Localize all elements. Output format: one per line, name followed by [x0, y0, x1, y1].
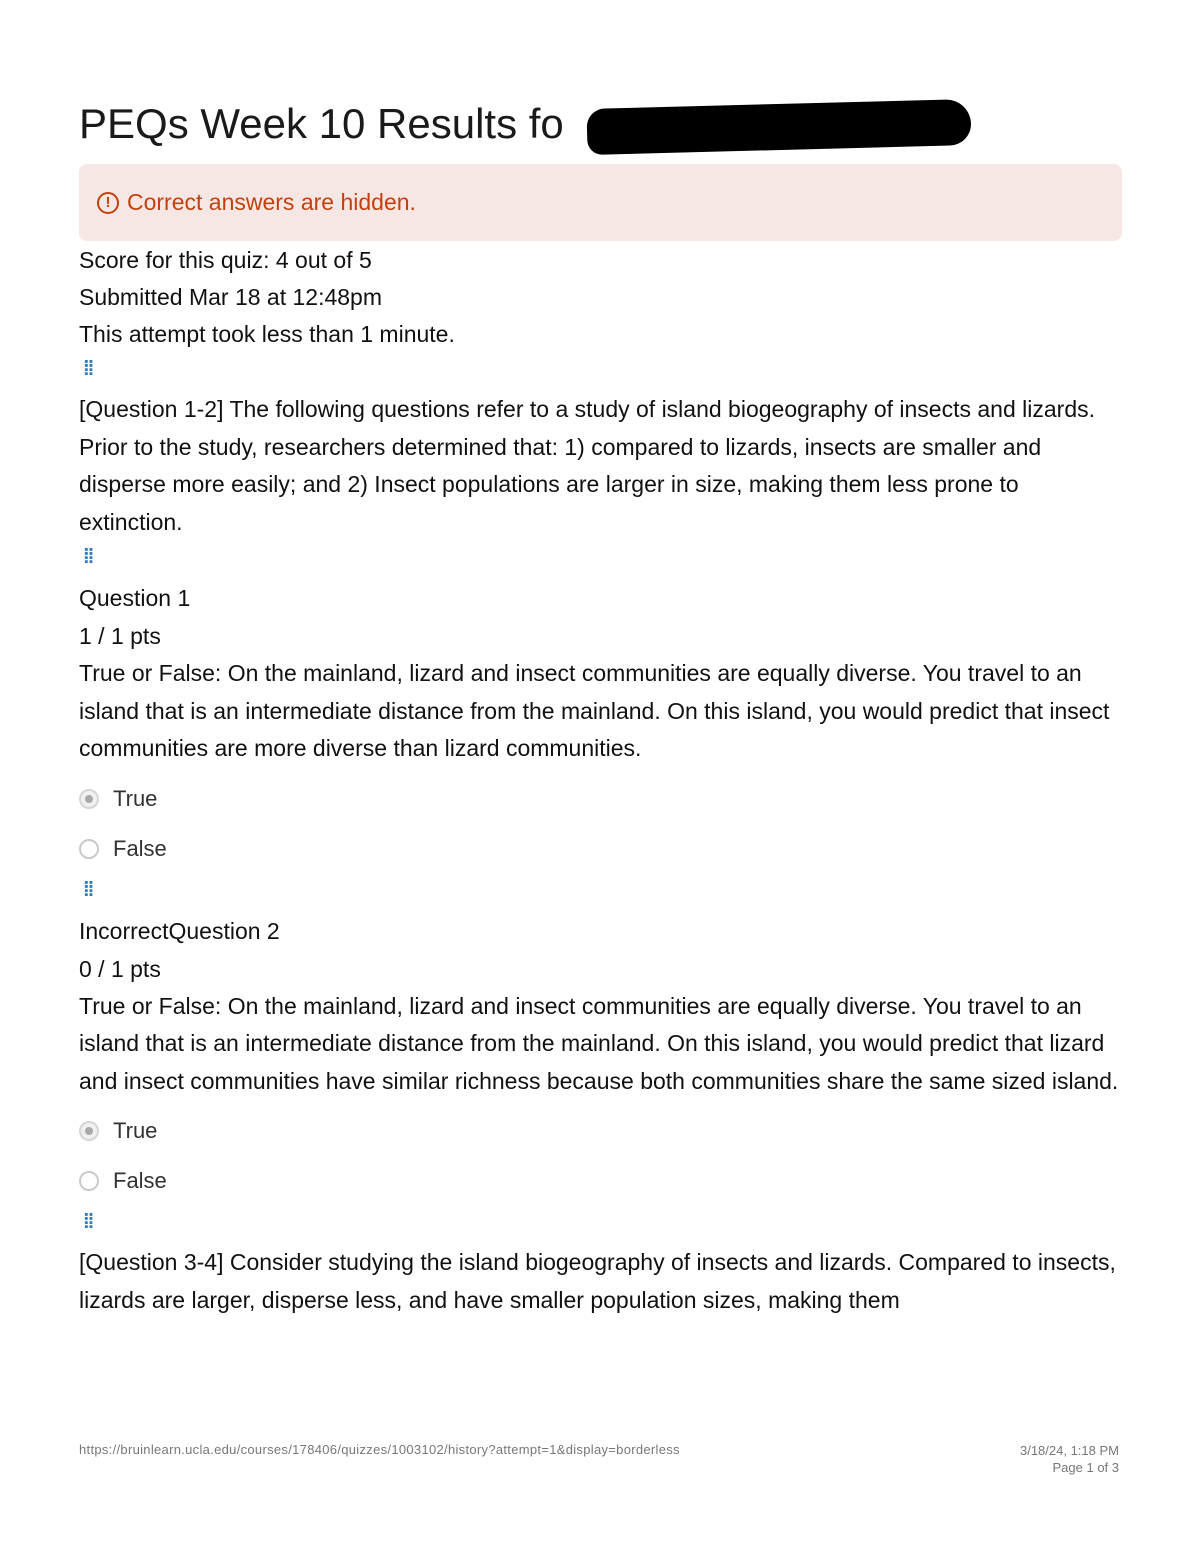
question-1 — [79, 579, 1124, 874]
answer-option-false[interactable] — [79, 1156, 1124, 1206]
question-2 — [79, 912, 1124, 1207]
quiz-content — [79, 242, 1124, 1319]
radio-empty-icon[interactable] — [79, 1171, 99, 1191]
question-group-intro: [Question 1-2] The following questions refer to a study of island biogeography of insects and lizards. Prior to the study, researchers determined that: 1) compared to lizards, insects are smaller and disperse more easily; and 2) Insect populations are larger in size, making them less prone to extinction. — [79, 396, 1095, 535]
drag-handle-icon[interactable]: ⁞⁞ — [83, 878, 93, 901]
footer-page-number: Page 1 of 3 — [1052, 1460, 1119, 1475]
answer-option-false[interactable] — [79, 824, 1124, 874]
drag-handle-icon[interactable]: ⁞⁞ — [83, 546, 93, 568]
footer-datetime: 3/18/24, 1:18 PM — [1019, 1443, 1119, 1458]
exclamation-circle-icon: ! — [97, 192, 119, 214]
question-points: 0 / 1 pts — [79, 955, 161, 982]
hidden-answers-alert — [79, 164, 1122, 241]
question-text: True or False: On the mainland, lizard and insect communities are equally diverse. You travel to an island that is an intermediate distance from the mainland. On this island, you would predict that lizard and insect communities have similar richness because both communities share the same sized island. — [79, 992, 1119, 1094]
answer-option-true[interactable] — [79, 774, 1124, 824]
page-header — [79, 98, 979, 154]
question-title: Question 1 — [79, 585, 191, 611]
answer-option-true[interactable] — [79, 1106, 1124, 1156]
page-title: PEQs Week 10 Results fo — [79, 100, 564, 147]
radio-selected-icon[interactable] — [79, 1121, 99, 1141]
option-label: True — [113, 785, 158, 811]
submission-time: Submitted Mar 18 at 12:48pm — [79, 284, 382, 310]
option-label: False — [113, 835, 167, 861]
drag-handle-icon[interactable]: ⁞⁞ — [83, 1211, 93, 1233]
radio-selected-icon[interactable] — [79, 789, 99, 809]
attempt-duration: This attempt took less than 1 minute. — [79, 321, 455, 347]
footer-info — [1020, 1442, 1119, 1476]
footer-url: https://bruinlearn.ucla.edu/courses/178406/quizzes/1003102/history?attempt=1&display=borderless — [79, 1442, 680, 1457]
question-points: 1 / 1 pts — [79, 623, 161, 649]
drag-handle-icon[interactable]: ⁞⁞ — [83, 358, 93, 380]
question-title: IncorrectQuestion 2 — [79, 917, 280, 944]
question-text: True or False: On the mainland, lizard and insect communities are equally diverse. You travel to an island that is an intermediate distance from the mainland. On this island, you would predict that insect communities are more diverse than lizard communities. — [79, 660, 1110, 761]
option-label: False — [113, 1168, 167, 1193]
radio-empty-icon[interactable] — [79, 839, 99, 859]
question-group-intro: [Question 3-4] Consider studying the island biogeography of insects and lizards. Compared to insects, lizards are larger, disperse less, and have smaller population sizes, making them — [79, 1249, 1116, 1313]
alert-text: Correct answers are hidden. — [127, 189, 416, 215]
quiz-score: Score for this quiz: 4 out of 5 — [79, 247, 372, 273]
option-label: True — [113, 1118, 158, 1143]
